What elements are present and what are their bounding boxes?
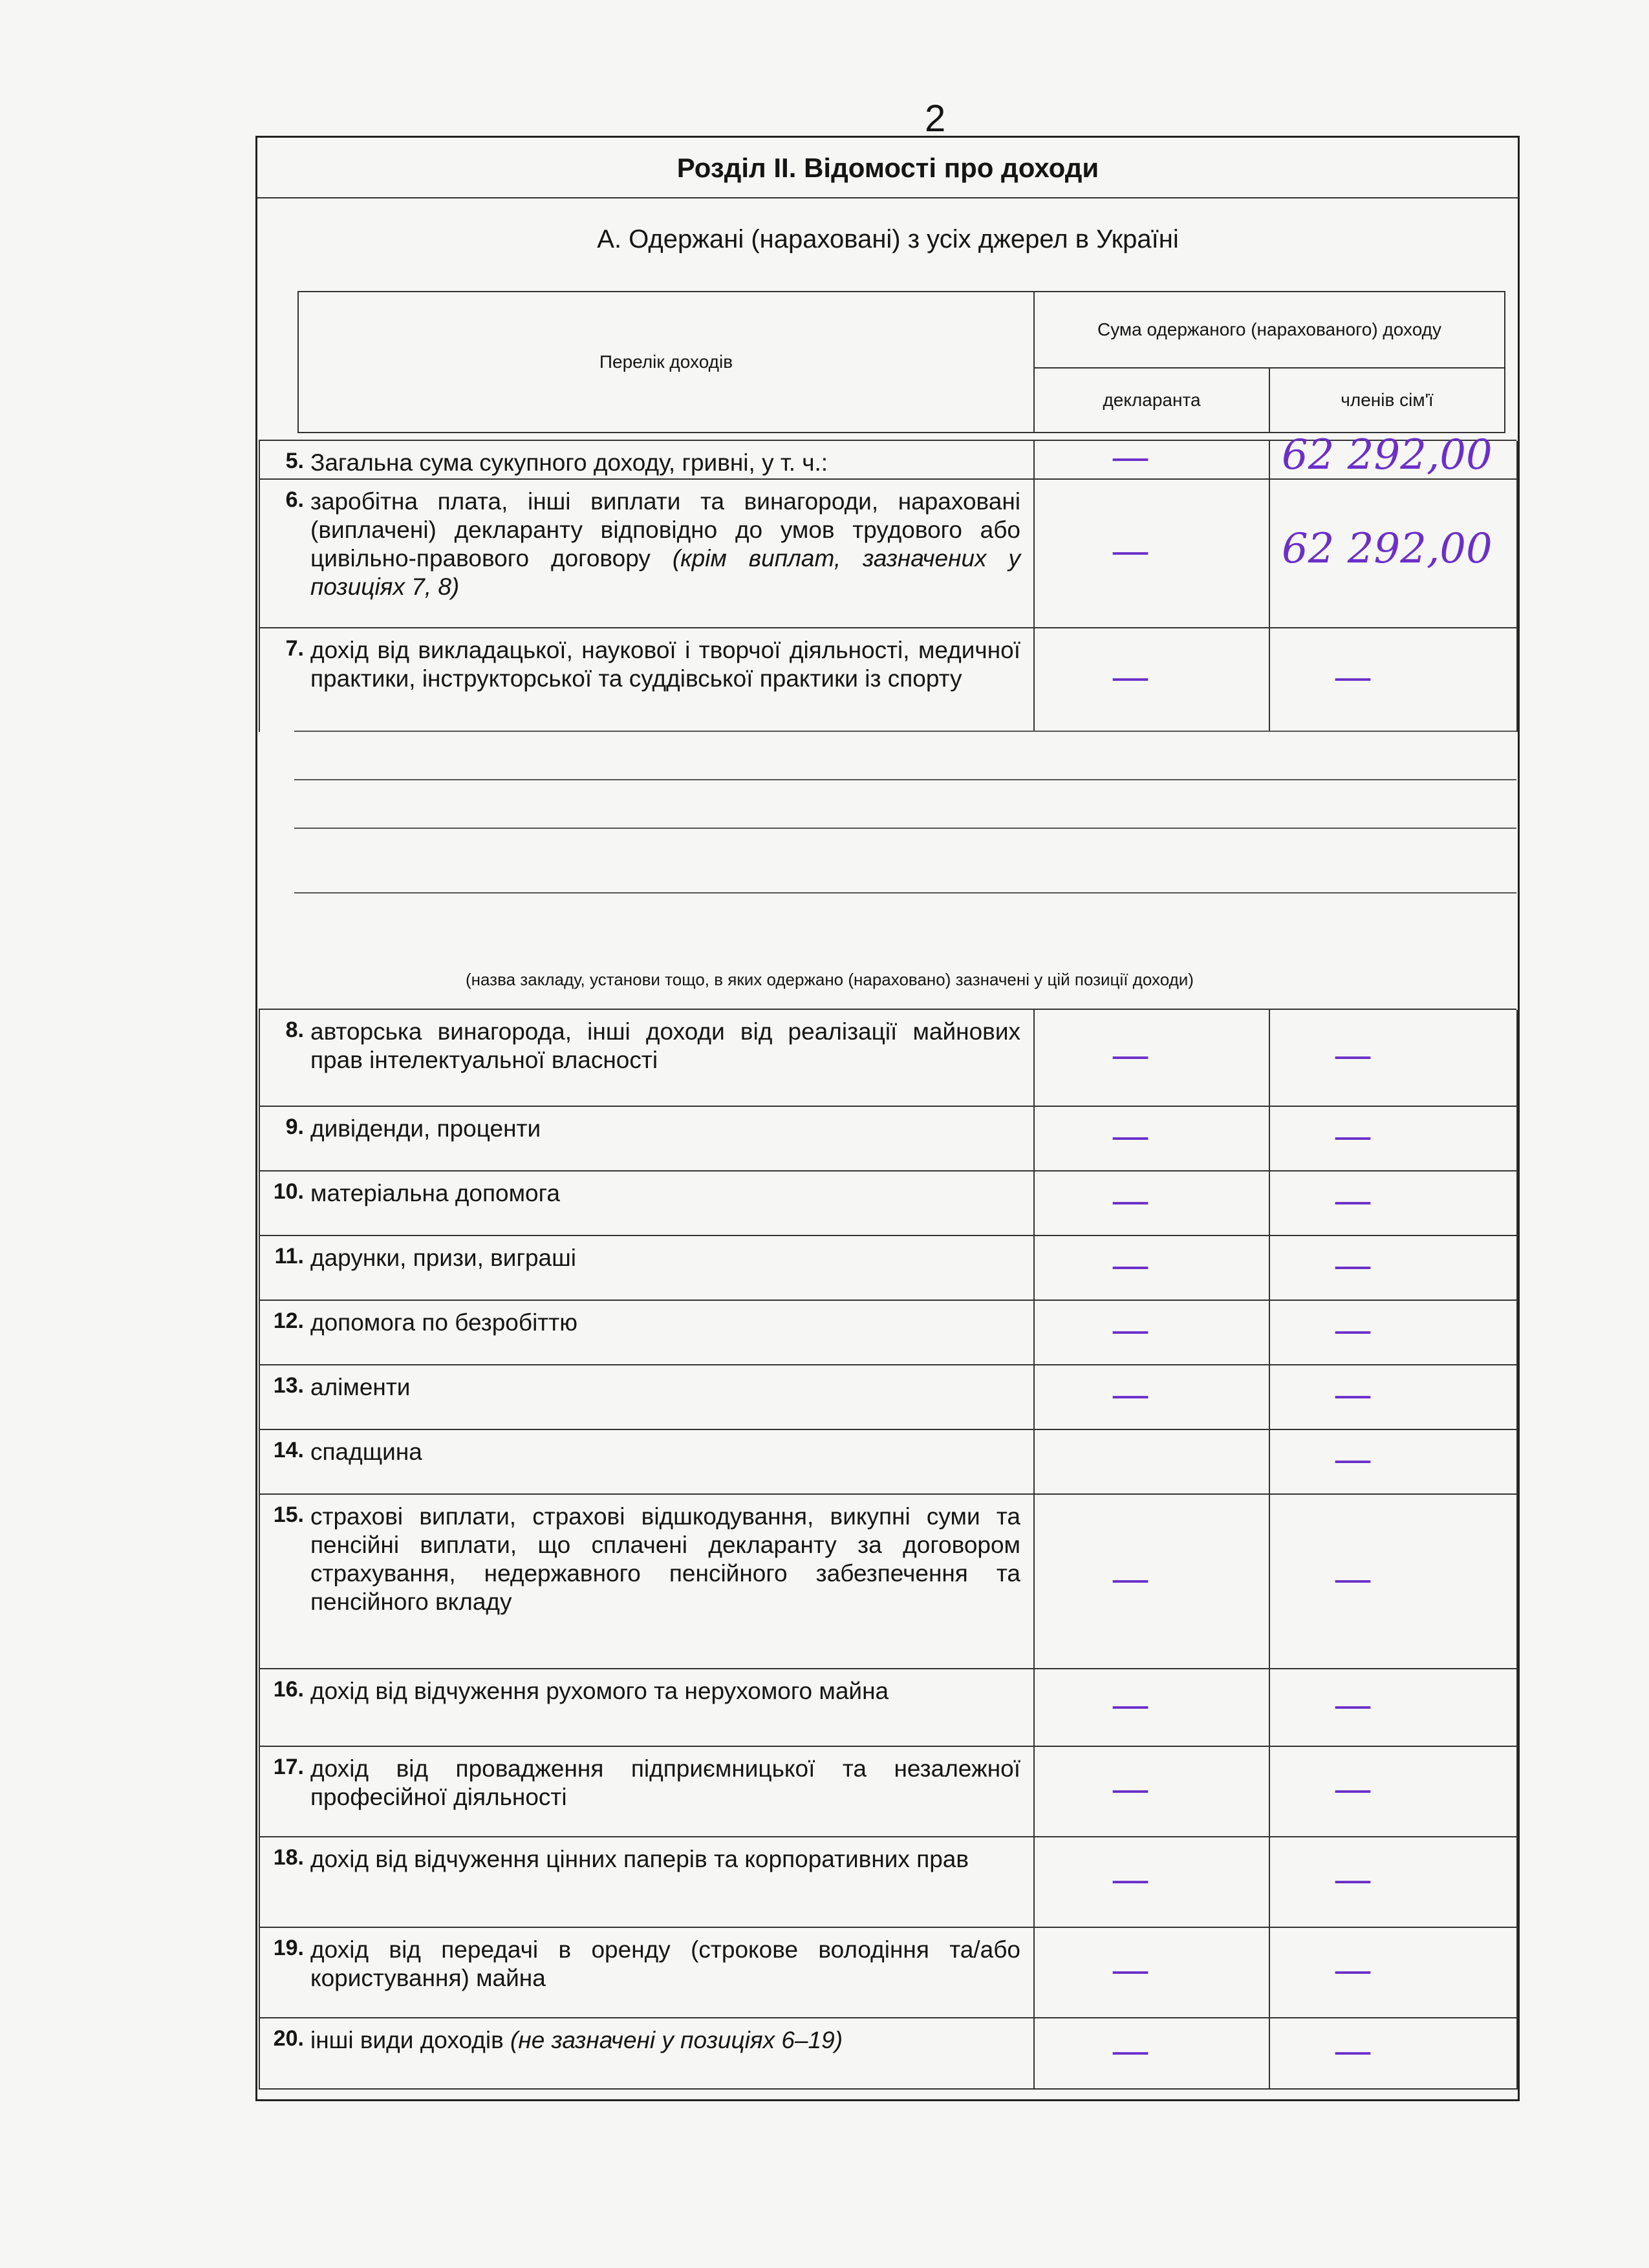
column-line	[1516, 628, 1518, 732]
declarant-value: —	[1111, 528, 1150, 573]
row-text: дарунки, призи, виграші	[310, 1245, 577, 1271]
column-line	[259, 2018, 260, 2090]
table-row	[259, 1106, 1516, 1171]
header-list-label: Перелік доходів	[297, 291, 1035, 433]
column-line	[1269, 1747, 1270, 1837]
column-line	[1516, 441, 1518, 480]
row-note: (не зазначені у позиціях 6–19)	[510, 2027, 843, 2053]
row-label	[310, 636, 1020, 693]
row-note: (крім виплат, зазначених у позиціях 7, 8)	[310, 545, 1020, 600]
row-label	[310, 1677, 1020, 1706]
declarant-value: —	[1111, 2028, 1150, 2073]
column-line	[1033, 441, 1035, 480]
column-line	[1516, 1107, 1518, 1171]
row-number: 16.	[273, 1677, 304, 1702]
row-number: 9.	[285, 1115, 304, 1139]
family-value: —	[1333, 2028, 1372, 2073]
column-line	[1516, 1747, 1518, 1837]
row-label	[310, 1936, 1020, 1993]
row-number: 18.	[273, 1845, 304, 1870]
column-line	[1269, 1365, 1270, 1430]
row-number: 13.	[273, 1373, 304, 1398]
column-line	[259, 1236, 260, 1301]
row-number: 12.	[273, 1309, 304, 1333]
row-label	[310, 1755, 1020, 1812]
family-value: 62 292,00	[1282, 525, 1493, 573]
row-number: 5.	[285, 449, 304, 473]
row-text: інші види доходів	[310, 2027, 504, 2053]
declarant-value: —	[1111, 1307, 1150, 1353]
row-number: 11.	[274, 1244, 304, 1268]
table-row	[259, 1364, 1516, 1430]
column-line	[1269, 1669, 1270, 1747]
table-row	[259, 1927, 1516, 2018]
declarant-value: —	[1111, 1372, 1150, 1417]
column-line	[1033, 1928, 1035, 2018]
table-row	[259, 2017, 1516, 2090]
family-value: —	[1333, 1372, 1372, 1417]
column-line	[1033, 1837, 1035, 1928]
table-row	[259, 1009, 1516, 1107]
column-line	[1269, 1010, 1270, 1107]
subsection-title	[257, 197, 1518, 281]
table-row	[259, 627, 1516, 732]
family-value: —	[1333, 1113, 1372, 1159]
column-line	[1516, 1928, 1518, 2018]
declarant-value: —	[1111, 1032, 1150, 1078]
declarant-value: —	[1111, 1178, 1150, 1223]
row-text: дивіденди, проценти	[310, 1115, 541, 1142]
column-line	[1269, 628, 1270, 732]
declarant-value: —	[1111, 1766, 1150, 1812]
column-line	[1269, 2018, 1270, 2090]
row-label	[310, 1244, 1020, 1272]
declarant-value: —	[1111, 1857, 1150, 1902]
family-value: —	[1333, 1307, 1372, 1353]
row-number: 10.	[273, 1179, 304, 1204]
column-line	[1033, 1010, 1035, 1107]
family-value: —	[1333, 1243, 1372, 1288]
family-value: 62 292,00	[1282, 431, 1493, 479]
table-row	[259, 1170, 1516, 1236]
column-line	[1033, 628, 1035, 732]
row-label	[310, 1309, 1020, 1337]
column-line	[1269, 1430, 1270, 1495]
header-family: членів сім'ї	[1269, 367, 1505, 433]
declarant-value: —	[1111, 1243, 1150, 1288]
table-row	[259, 1429, 1516, 1495]
declarant-value: —	[1111, 434, 1150, 480]
column-line	[1516, 1837, 1518, 1928]
column-line	[1516, 1430, 1518, 1495]
column-line	[1033, 480, 1035, 628]
column-line	[259, 480, 260, 628]
family-value: —	[1333, 1947, 1372, 1993]
row-label	[310, 449, 1020, 477]
row-number: 8.	[285, 1018, 304, 1042]
row-text: страхові виплати, страхові відшкодування, викупні суми та пенсійні виплати, що сплачені декларанту за договором страхування, недержавного пенсійного забезпечення та пенсійного вкладу	[310, 1503, 1020, 1615]
column-line	[1033, 1669, 1035, 1747]
column-line	[1033, 1365, 1035, 1430]
row-label	[310, 1179, 1020, 1208]
column-line	[1033, 2018, 1035, 2090]
column-line	[1033, 1301, 1035, 1365]
column-line	[259, 628, 260, 732]
blank-line	[294, 779, 1516, 780]
column-line	[1033, 1430, 1035, 1495]
column-line	[259, 1928, 260, 2018]
subsection-text: . Одержані (нараховані) з усіх джерел в Україні	[614, 225, 1179, 253]
column-line	[1269, 1301, 1270, 1365]
table-row	[259, 1668, 1516, 1747]
row-text: спадщина	[310, 1439, 422, 1465]
column-line	[1516, 1365, 1518, 1430]
table-row	[259, 478, 1516, 628]
column-line	[1516, 1495, 1518, 1669]
family-value: —	[1333, 1178, 1372, 1223]
row-text: дохід від передачі в оренду (строкове володіння та/або користування) майна	[310, 1936, 1020, 1991]
row-number: 7.	[285, 636, 304, 661]
row-label	[310, 2026, 1020, 2055]
column-line	[1269, 1928, 1270, 2018]
row-text: дохід від відчуження рухомого та нерухомого майна	[310, 1678, 889, 1704]
table-row	[259, 1235, 1516, 1301]
table-row	[259, 1746, 1516, 1837]
section-title: Розділ ІІ. Відомості про доходи	[257, 139, 1518, 198]
column-line	[259, 1837, 260, 1928]
column-line	[1516, 1010, 1518, 1107]
family-value: —	[1333, 1437, 1372, 1482]
row-text: Загальна сума сукупного доходу, гривні, у т. ч.:	[310, 449, 828, 476]
family-value: —	[1333, 654, 1372, 700]
column-line	[1269, 1171, 1270, 1236]
family-value: —	[1333, 1682, 1372, 1728]
blank-line	[294, 731, 1516, 732]
column-line	[1033, 1236, 1035, 1301]
column-line	[259, 1171, 260, 1236]
table-row	[259, 1493, 1516, 1669]
declarant-value: —	[1111, 1947, 1150, 1993]
subsection-letter: А	[597, 225, 614, 253]
column-line	[259, 1365, 260, 1430]
column-line	[259, 1669, 260, 1747]
row-label	[310, 1438, 1020, 1466]
row-label	[310, 1018, 1020, 1075]
row-text: матеріальна допомога	[310, 1180, 560, 1206]
row-number: 19.	[273, 1936, 304, 1960]
column-line	[259, 441, 260, 480]
column-line	[259, 1747, 260, 1837]
header-sum-label: Сума одержаного (нарахованого) доходу	[1033, 291, 1505, 369]
family-value: —	[1333, 1766, 1372, 1812]
row-label	[310, 1115, 1020, 1143]
column-line	[1516, 1236, 1518, 1301]
column-line	[1269, 441, 1270, 480]
row-text: дохід від провадження підприємницької та незалежної професійної діяльності	[310, 1755, 1020, 1810]
column-line	[1269, 1837, 1270, 1928]
row-number: 15.	[273, 1503, 304, 1527]
column-line	[1516, 2018, 1518, 2090]
column-line	[1033, 1107, 1035, 1171]
row-text: заробітна плата, інші виплати та винагороди, нараховані (виплачені) декларанту відповідно до умов трудового або цивільно-правового договору	[310, 488, 1020, 572]
column-line	[1033, 1747, 1035, 1837]
row-text: дохід від відчуження цінних паперів та корпоративних прав	[310, 1846, 969, 1872]
table-bottom-line	[259, 2088, 1516, 2090]
declarant-value: —	[1111, 1682, 1150, 1728]
column-line	[1269, 1236, 1270, 1301]
table-row	[259, 1300, 1516, 1365]
row-label	[310, 1373, 1020, 1402]
family-value: —	[1333, 1032, 1372, 1078]
row-text: аліменти	[310, 1374, 411, 1400]
declarant-value: —	[1111, 654, 1150, 700]
blank-line	[294, 892, 1516, 893]
row-number: 20.	[273, 2026, 304, 2051]
row-number: 17.	[273, 1755, 304, 1779]
institution-caption: (назва закладу, установи тощо, в яких одержано (нараховано) зазначені у цій позиції доходи)	[466, 970, 1194, 989]
row-label	[310, 1503, 1020, 1616]
column-line	[259, 1495, 260, 1669]
declarant-value: —	[1111, 1113, 1150, 1159]
row-text: дохід від викладацької, наукової і творчої діяльності, медичної практики, інструкторської та суддівської практики із спорту	[310, 637, 1020, 692]
table-row	[259, 1836, 1516, 1928]
column-line	[259, 1430, 260, 1495]
blank-line	[294, 828, 1516, 829]
row-number: 14.	[273, 1438, 304, 1462]
column-line	[1269, 480, 1270, 628]
column-line	[259, 1107, 260, 1171]
column-line	[1516, 1669, 1518, 1747]
column-line	[1516, 1171, 1518, 1236]
row-number: 6.	[285, 487, 304, 512]
row-text: допомога по безробіттю	[310, 1309, 577, 1336]
family-value: —	[1333, 1857, 1372, 1902]
column-line	[259, 1010, 260, 1107]
column-line	[1269, 1495, 1270, 1669]
page-number: 2	[925, 98, 946, 140]
row-label	[310, 1845, 1020, 1874]
column-line	[1033, 1495, 1035, 1669]
column-line	[259, 1301, 260, 1365]
column-line	[1269, 1107, 1270, 1171]
column-line	[1033, 1171, 1035, 1236]
header-declarant: декларанта	[1033, 367, 1270, 433]
column-line	[1516, 480, 1518, 628]
family-value: —	[1333, 1556, 1372, 1601]
row-text: авторська винагорода, інші доходи від реалізації майнових прав інтелектуальної власності	[310, 1018, 1020, 1073]
row-label	[310, 487, 1020, 601]
declarant-value: —	[1111, 1556, 1150, 1601]
table-row	[259, 431, 1516, 480]
column-line	[1516, 1301, 1518, 1365]
